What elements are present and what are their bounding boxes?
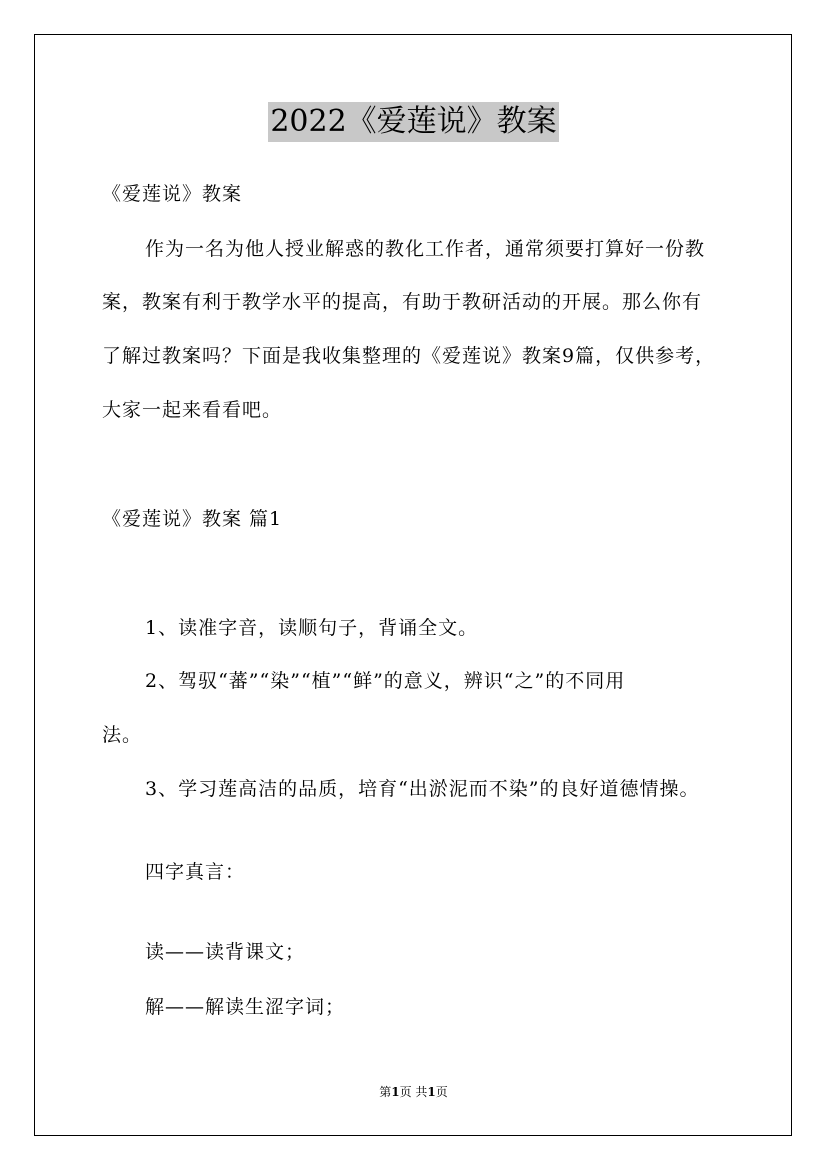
goal-line-2: 2、驾驭“蕃”“染”“植”“鲜”的意义，辨识“之”的不同用 xyxy=(145,670,626,692)
document-subtitle: 《爱莲说》教案 xyxy=(102,183,243,205)
footer-total-pages: 1 xyxy=(427,1085,436,1099)
motto-line-1: 读——读背课文； xyxy=(145,941,306,963)
intro-line-3: 了解过教案吗？下面是我收集整理的《爱莲说》教案9篇，仅供参考， xyxy=(102,345,716,367)
footer-prefix: 第 xyxy=(379,1085,392,1099)
title-container xyxy=(0,102,827,142)
page-footer xyxy=(0,1084,827,1100)
goal-line-1: 1、读准字音，读顺句子，背诵全文。 xyxy=(145,617,479,639)
footer-page-number: 1 xyxy=(391,1085,400,1099)
footer-suffix: 页 xyxy=(435,1085,448,1099)
intro-line-2: 案，教案有利于教学水平的提高，有助于教研活动的开展。那么你有 xyxy=(102,291,703,313)
motto-line-2: 解——解读生涩字词； xyxy=(145,996,346,1018)
goal-line-3: 法。 xyxy=(102,724,143,746)
goal-line-4: 3、学习莲高洁的品质，培育“出淤泥而不染”的良好道德情操。 xyxy=(145,778,700,800)
document-title: 2022《爱莲说》教案 xyxy=(268,102,558,142)
motto-heading: 四字真言： xyxy=(145,861,246,883)
footer-mid: 页 共 xyxy=(399,1085,428,1099)
intro-line-1: 作为一名为他人授业解惑的教化工作者，通常须要打算好一份教 xyxy=(145,238,706,260)
section-heading: 《爱莲说》教案 篇1 xyxy=(102,508,283,530)
intro-line-4: 大家一起来看看吧。 xyxy=(102,399,283,421)
